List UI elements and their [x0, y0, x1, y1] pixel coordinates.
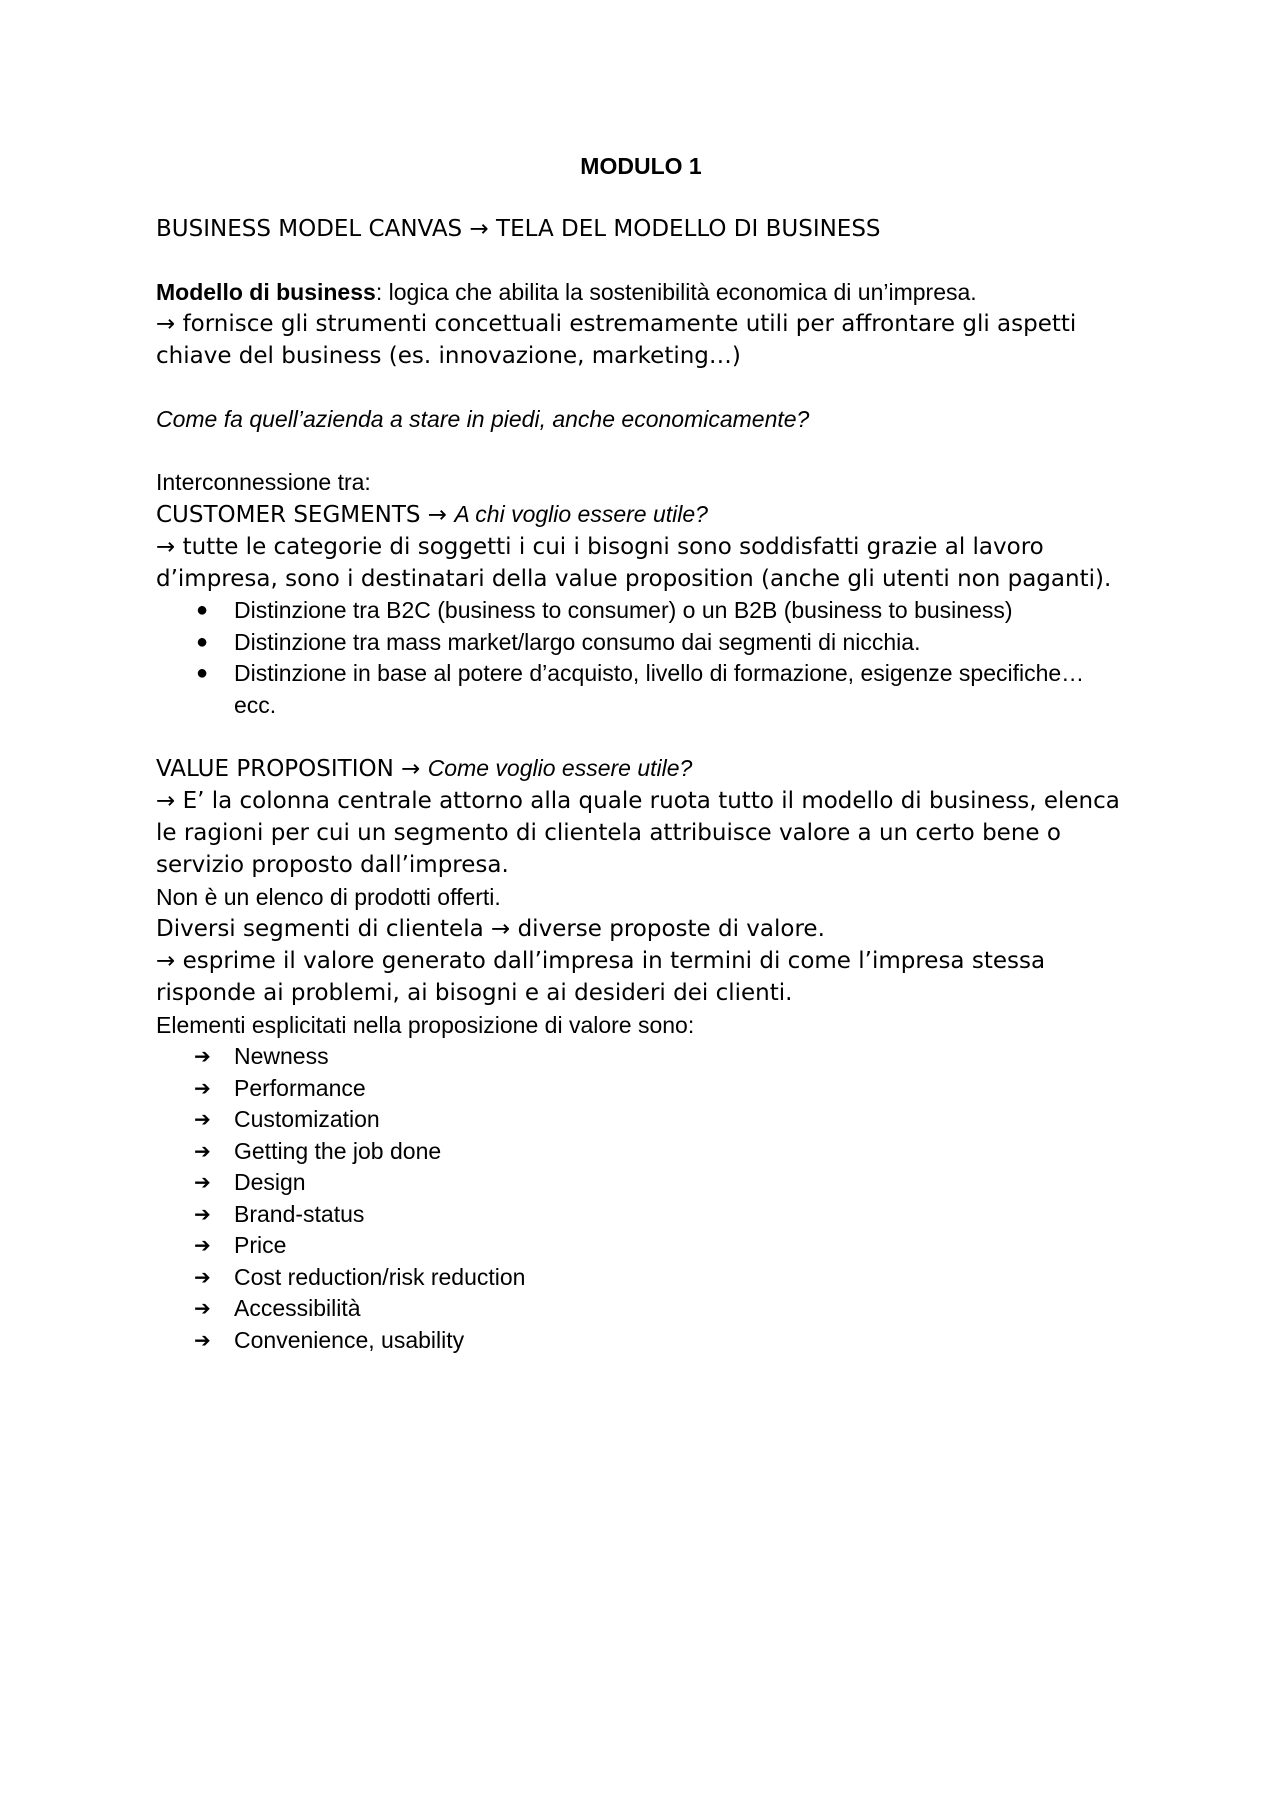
- value-proposition-note: Non è un elenco di prodotti offerti.: [156, 884, 501, 910]
- list-item-text: Cost reduction/risk reduction: [234, 1263, 526, 1290]
- arrow-right-icon: ➔: [194, 1044, 211, 1068]
- document-page: [156, 150, 1126, 1356]
- value-proposition-elements-intro: Elementi esplicitati nella proposizione di valore sono:: [156, 1012, 695, 1038]
- bullet-icon: ●: [196, 662, 209, 684]
- arrow-right-icon: ➔: [194, 1233, 211, 1257]
- list-item: [156, 1041, 1126, 1073]
- value-proposition-detail-3: → esprime il valore generato dall’impresa in termini di come l’impresa stessa risponde ai problemi, ai bisogni e ai desideri dei clienti.: [156, 948, 1046, 1006]
- modello-term: Modello di business: [156, 279, 376, 305]
- list-item-text: Price: [234, 1232, 287, 1258]
- value-proposition-heading: [156, 752, 1126, 785]
- customer-segments-label: CUSTOMER SEGMENTS →: [156, 502, 455, 528]
- arrow-right-icon: ➔: [194, 1327, 211, 1352]
- list-item-text: Distinzione in base al potere d’acquisto, livello di formazione, esigenze specifiche… ecc.: [234, 660, 1085, 718]
- bullet-icon: ●: [196, 599, 209, 621]
- value-proposition-elements-list: [156, 1041, 1126, 1356]
- list-item-text: Accessibilità: [234, 1295, 361, 1321]
- value-proposition-label: VALUE PROPOSITION →: [156, 756, 428, 782]
- customer-segments-heading: [156, 498, 1126, 531]
- list-item-text: Distinzione tra B2C (business to consumer) o un B2B (business to business): [234, 597, 1013, 623]
- arrow-right-icon: ➔: [194, 1296, 211, 1320]
- list-item-text: Convenience, usability: [234, 1326, 465, 1353]
- arrow-right-icon: ➔: [194, 1107, 211, 1131]
- arrow-right-icon: ➔: [194, 1138, 211, 1163]
- list-item: [156, 1325, 1126, 1357]
- list-item: [156, 1230, 1126, 1262]
- modello-definition: [156, 276, 1126, 308]
- list-item: [156, 658, 1126, 721]
- list-item: [156, 1073, 1126, 1105]
- modello-detail: → fornisce gli strumenti concettuali estremamente utili per affrontare gli aspetti chiave del business (es. innovazione, marketing…): [156, 311, 1077, 369]
- list-item: [156, 1167, 1126, 1199]
- list-item-text: Customization: [234, 1106, 380, 1132]
- modello-definition-text: : logica che abilita la sostenibilità economica di un’impresa.: [375, 279, 977, 305]
- list-item: [156, 627, 1126, 659]
- page-title: MODULO 1: [580, 153, 702, 179]
- list-item: [156, 1262, 1126, 1294]
- customer-segments-bullet-list: [156, 595, 1126, 721]
- arrow-right-icon: ➔: [194, 1170, 211, 1194]
- economic-question: [156, 403, 1126, 435]
- arrow-right-icon: ➔: [194, 1264, 211, 1289]
- customer-segments-detail: → tutte le categorie di soggetti i cui i bisogni sono soddisfatti grazie al lavoro d’impresa, sono i destinatari della value proposition (anche gli utenti non paganti).: [156, 534, 1112, 592]
- list-item: [156, 595, 1126, 627]
- bullet-icon: ●: [196, 630, 209, 653]
- value-proposition-detail-1: → E’ la colonna centrale attorno alla quale ruota tutto il modello di business, elenca le ragioni per cui un segmento di clientela attribuisce valore a un certo bene o servizio proposto dall’impresa.: [156, 788, 1120, 878]
- list-item: [156, 1104, 1126, 1136]
- interconnessione-label: Interconnessione tra:: [156, 469, 371, 495]
- list-item: [156, 1136, 1126, 1168]
- economic-question-text: Come fa quell’azienda a stare in piedi, anche economicamente?: [156, 406, 810, 432]
- list-item: [156, 1293, 1126, 1325]
- customer-segments-question: A chi voglio essere utile?: [454, 501, 708, 527]
- canvas-heading: BUSINESS MODEL CANVAS → TELA DEL MODELLO DI BUSINESS: [156, 216, 881, 242]
- list-item-text: Design: [234, 1169, 306, 1195]
- list-item: [156, 1199, 1126, 1231]
- value-proposition-question: Come voglio essere utile?: [427, 755, 693, 781]
- list-item-text: Performance: [234, 1074, 366, 1101]
- list-item-text: Brand-status: [234, 1200, 365, 1227]
- value-proposition-detail-2: Diversi segmenti di clientela → diverse proposte di valore.: [156, 916, 825, 942]
- arrow-right-icon: ➔: [194, 1075, 211, 1100]
- list-item-text: Getting the job done: [234, 1137, 442, 1164]
- list-item-text: Distinzione tra mass market/largo consumo dai segmenti di nicchia.: [234, 628, 921, 655]
- arrow-right-icon: ➔: [194, 1201, 211, 1226]
- list-item-text: Newness: [234, 1043, 329, 1069]
